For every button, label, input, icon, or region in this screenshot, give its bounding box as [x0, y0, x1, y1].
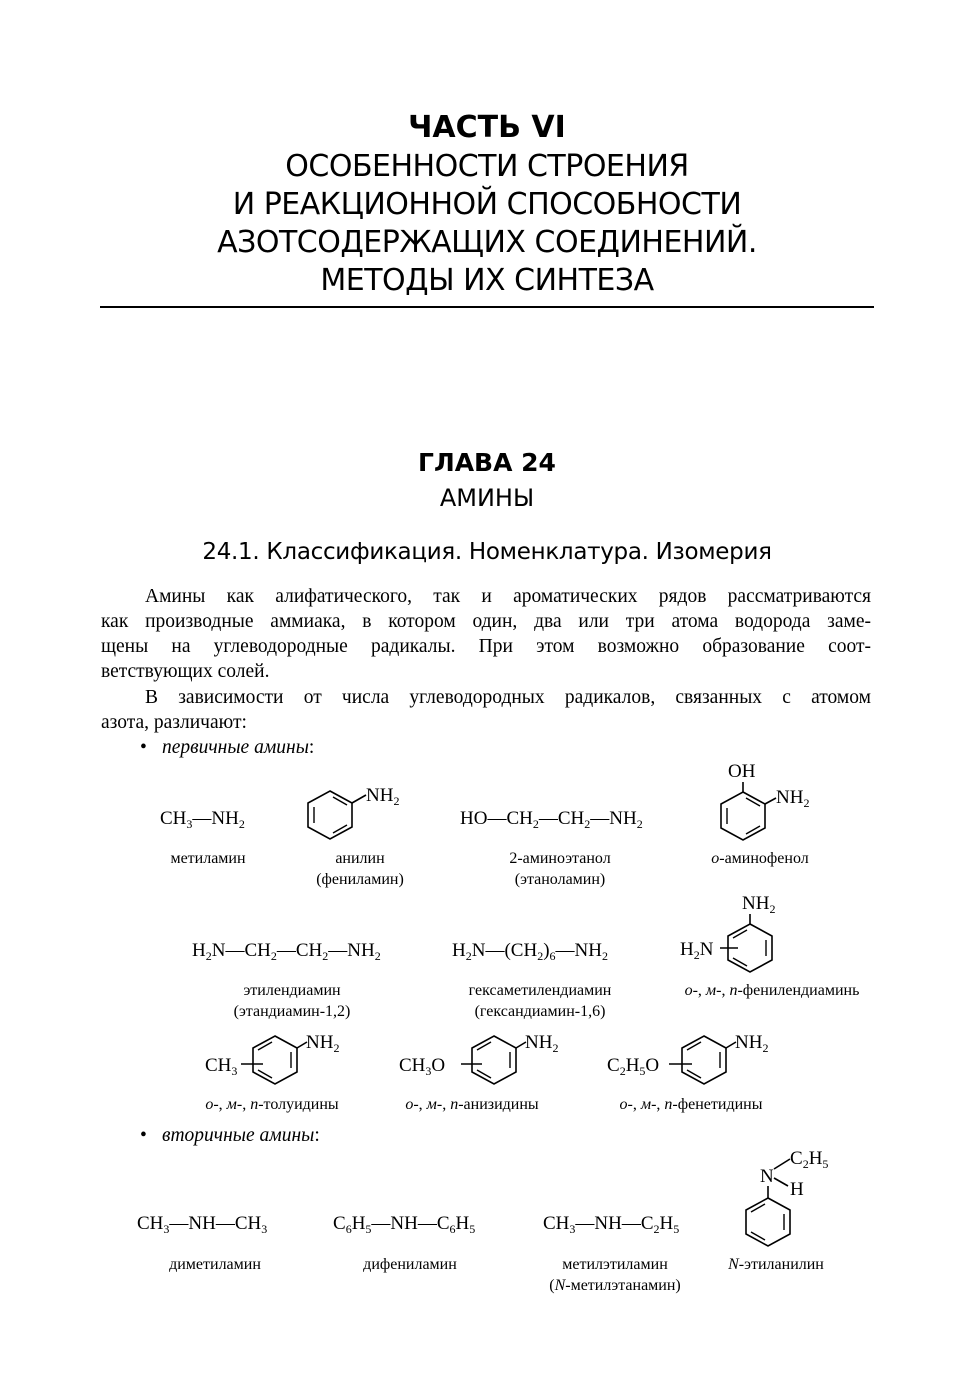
label-pd-m: м	[705, 982, 717, 999]
label-pd-p: п	[729, 982, 738, 999]
label-phenylenediamine: о-, м-, п-фенилендиаминь	[684, 982, 860, 999]
paragraph-1	[101, 584, 871, 684]
label-aminophenol-prefix: о	[711, 850, 720, 867]
label-mea-rest: -метилэтанамин	[565, 1277, 676, 1294]
svg-text:OH: OH	[728, 761, 756, 782]
bullet-dot-2: •	[140, 1125, 147, 1146]
bullet-primary-amines	[140, 737, 314, 759]
section-title: 24.1. Классификация. Номенклатура. Изомерия	[202, 539, 772, 565]
svg-text:NH2: $NH_2$	[525, 1032, 559, 1055]
label-aniline-2: (фениламин)	[316, 871, 404, 888]
label-tol-m: м	[226, 1096, 237, 1113]
label-aniline-1: анилин	[335, 850, 385, 867]
svg-text:NH2: $NH_2$	[735, 1032, 769, 1055]
svg-text:N: N	[760, 1166, 774, 1187]
label-hexamethylenediamine	[450, 980, 630, 1022]
label-ph-o: о	[619, 1096, 628, 1113]
label-ph-p: п	[664, 1096, 673, 1113]
part-title-line-2: И РЕАКЦИОННОЙ СПОСОБНОСТИ	[232, 187, 742, 222]
structure-toluidine	[205, 1030, 355, 1090]
paragraph-2-line-1: В зависимости от числа углеводородных радикалов, связанных с атомом	[145, 687, 871, 708]
label-pd-rest: -фенилендиаминь	[737, 982, 860, 999]
label-tol-rest: -толуидины	[258, 1096, 339, 1113]
formula-methylamine: $CH_3—NH_2$	[160, 808, 245, 831]
svg-text:CH3: $CH_3$	[205, 1055, 238, 1078]
label-ph-rest: -фенетидины	[672, 1096, 763, 1113]
paragraph-1-line-1: Амины как алифатического, так и ароматических рядов рассматриваются	[145, 586, 871, 607]
bullet-secondary-amines	[140, 1125, 320, 1147]
structure-aniline	[300, 786, 410, 846]
label-ethylenediamine-1: этилендиамин	[243, 982, 341, 999]
structure-phenylenediamine	[680, 890, 790, 980]
svg-text:H2N: $H_2N$	[680, 939, 714, 962]
part-title-line-4: МЕТОДЫ ИХ СИНТЕЗА	[320, 263, 654, 298]
label-ethylenediamine-2: (этандиамин-1,2)	[233, 1003, 351, 1020]
label-aminophenol-text: -аминофенол	[719, 850, 809, 867]
label-ethylaniline	[716, 1254, 836, 1275]
label-phenetidine: о-, м-, п-фенетидины	[619, 1096, 763, 1113]
formula-aminoethanol: $HO—CH_2—CH_2—NH_2$	[460, 808, 643, 831]
part-number: ЧАСТЬ VI	[408, 110, 566, 145]
primary-heading: первичные амины	[162, 737, 309, 758]
structure-anisidine	[399, 1030, 569, 1090]
formula-methylethylamine: $CH_3—NH—C_2H_5$	[543, 1213, 680, 1236]
structure-ethylaniline	[740, 1142, 850, 1254]
label-methylamine: метиламин	[170, 850, 246, 867]
label-mea-1: метилэтиламин	[562, 1256, 668, 1273]
label-ea-rest: -этиланилин	[738, 1256, 824, 1273]
structure-aminophenol	[708, 758, 818, 848]
secondary-colon: :	[314, 1125, 320, 1146]
label-dimethylamine: диметиламин	[169, 1256, 261, 1273]
label-mea-n: N	[554, 1277, 566, 1294]
label-an-m: м	[426, 1096, 437, 1113]
svg-text:CH3O: $CH_3O$	[399, 1055, 446, 1078]
part-header	[100, 108, 874, 300]
paragraph-1-line-3: щены на углеводородные радикалы. При этом возможно образование соот-	[101, 636, 871, 657]
label-an-o: о	[405, 1096, 414, 1113]
part-divider	[100, 306, 874, 308]
paragraph-2	[101, 685, 871, 735]
label-aminoethanol	[470, 848, 650, 890]
label-ethylenediamine	[212, 980, 372, 1022]
label-tol-p: п	[250, 1096, 259, 1113]
paragraph-1-line-4: ветствующих солей.	[101, 661, 270, 682]
svg-text:H: H	[790, 1179, 804, 1200]
chapter-title: АМИНЫ	[439, 484, 535, 512]
structure-phenetidine	[607, 1030, 787, 1090]
label-tol-o: о	[205, 1096, 214, 1113]
chapter-number: ГЛАВА 24	[418, 448, 556, 477]
primary-colon: :	[308, 737, 315, 758]
part-title-line-3: АЗОТСОДЕРЖАЩИХ СОЕДИНЕНИЙ.	[217, 225, 757, 260]
label-anisidine: о-, м-, п-анизидины	[405, 1096, 539, 1113]
label-toluidine: о-, м-, п-толуидины	[205, 1096, 339, 1113]
secondary-heading: вторичные амины	[162, 1125, 315, 1146]
label-aminoethanol-1: 2-аминоэтанол	[509, 850, 611, 867]
svg-text:NH2: $NH_2$	[306, 1032, 340, 1055]
svg-text:C2H5O: $C_2H_5O$	[607, 1055, 660, 1078]
label-methylethylamine: метилэтиламин (N-метилэтанамин)	[549, 1256, 681, 1294]
svg-text:C2H5: $C_2H_5$	[790, 1148, 829, 1171]
svg-text:NH2: $NH_2$	[366, 785, 400, 808]
label-aminophenol	[690, 848, 830, 869]
label-an-p: п	[450, 1096, 459, 1113]
label-pd-o: о	[684, 982, 693, 999]
formula-diphenylamine: $C_6H_5—NH—C_6H_5$	[333, 1213, 476, 1236]
label-aminoethanol-2: (этаноламин)	[514, 871, 606, 888]
part-title-line-1: ОСОБЕННОСТИ СТРОЕНИЯ	[285, 149, 689, 184]
label-ph-m: м	[640, 1096, 652, 1113]
bullet-dot: •	[140, 737, 147, 758]
paragraph-2-line-2: азота, различают:	[101, 712, 247, 733]
label-ea-n: N	[728, 1256, 739, 1273]
paragraph-1-line-2: как производные аммиака, в котором один, два или три атома водорода заме-	[101, 611, 871, 632]
formula-ethylenediamine: $H_2N—CH_2—CH_2—NH_2$	[192, 940, 381, 963]
label-hexamethylenediamine-1: гексаметилендиамин	[468, 982, 612, 999]
label-diphenylamine: дифениламин	[363, 1256, 457, 1273]
label-aniline	[300, 848, 420, 890]
svg-text:NH2: $NH_2$	[742, 893, 776, 916]
formula-hexamethylenediamine: $H_2N—(CH_2)_6—NH_2$	[452, 940, 608, 963]
formula-dimethylamine: $CH_3—NH—CH_3$	[137, 1213, 268, 1236]
label-hexamethylenediamine-2: (гександиамин-1,6)	[474, 1003, 606, 1020]
svg-text:NH2: $NH_2$	[776, 787, 810, 810]
label-an-rest: -анизидины	[458, 1096, 539, 1113]
